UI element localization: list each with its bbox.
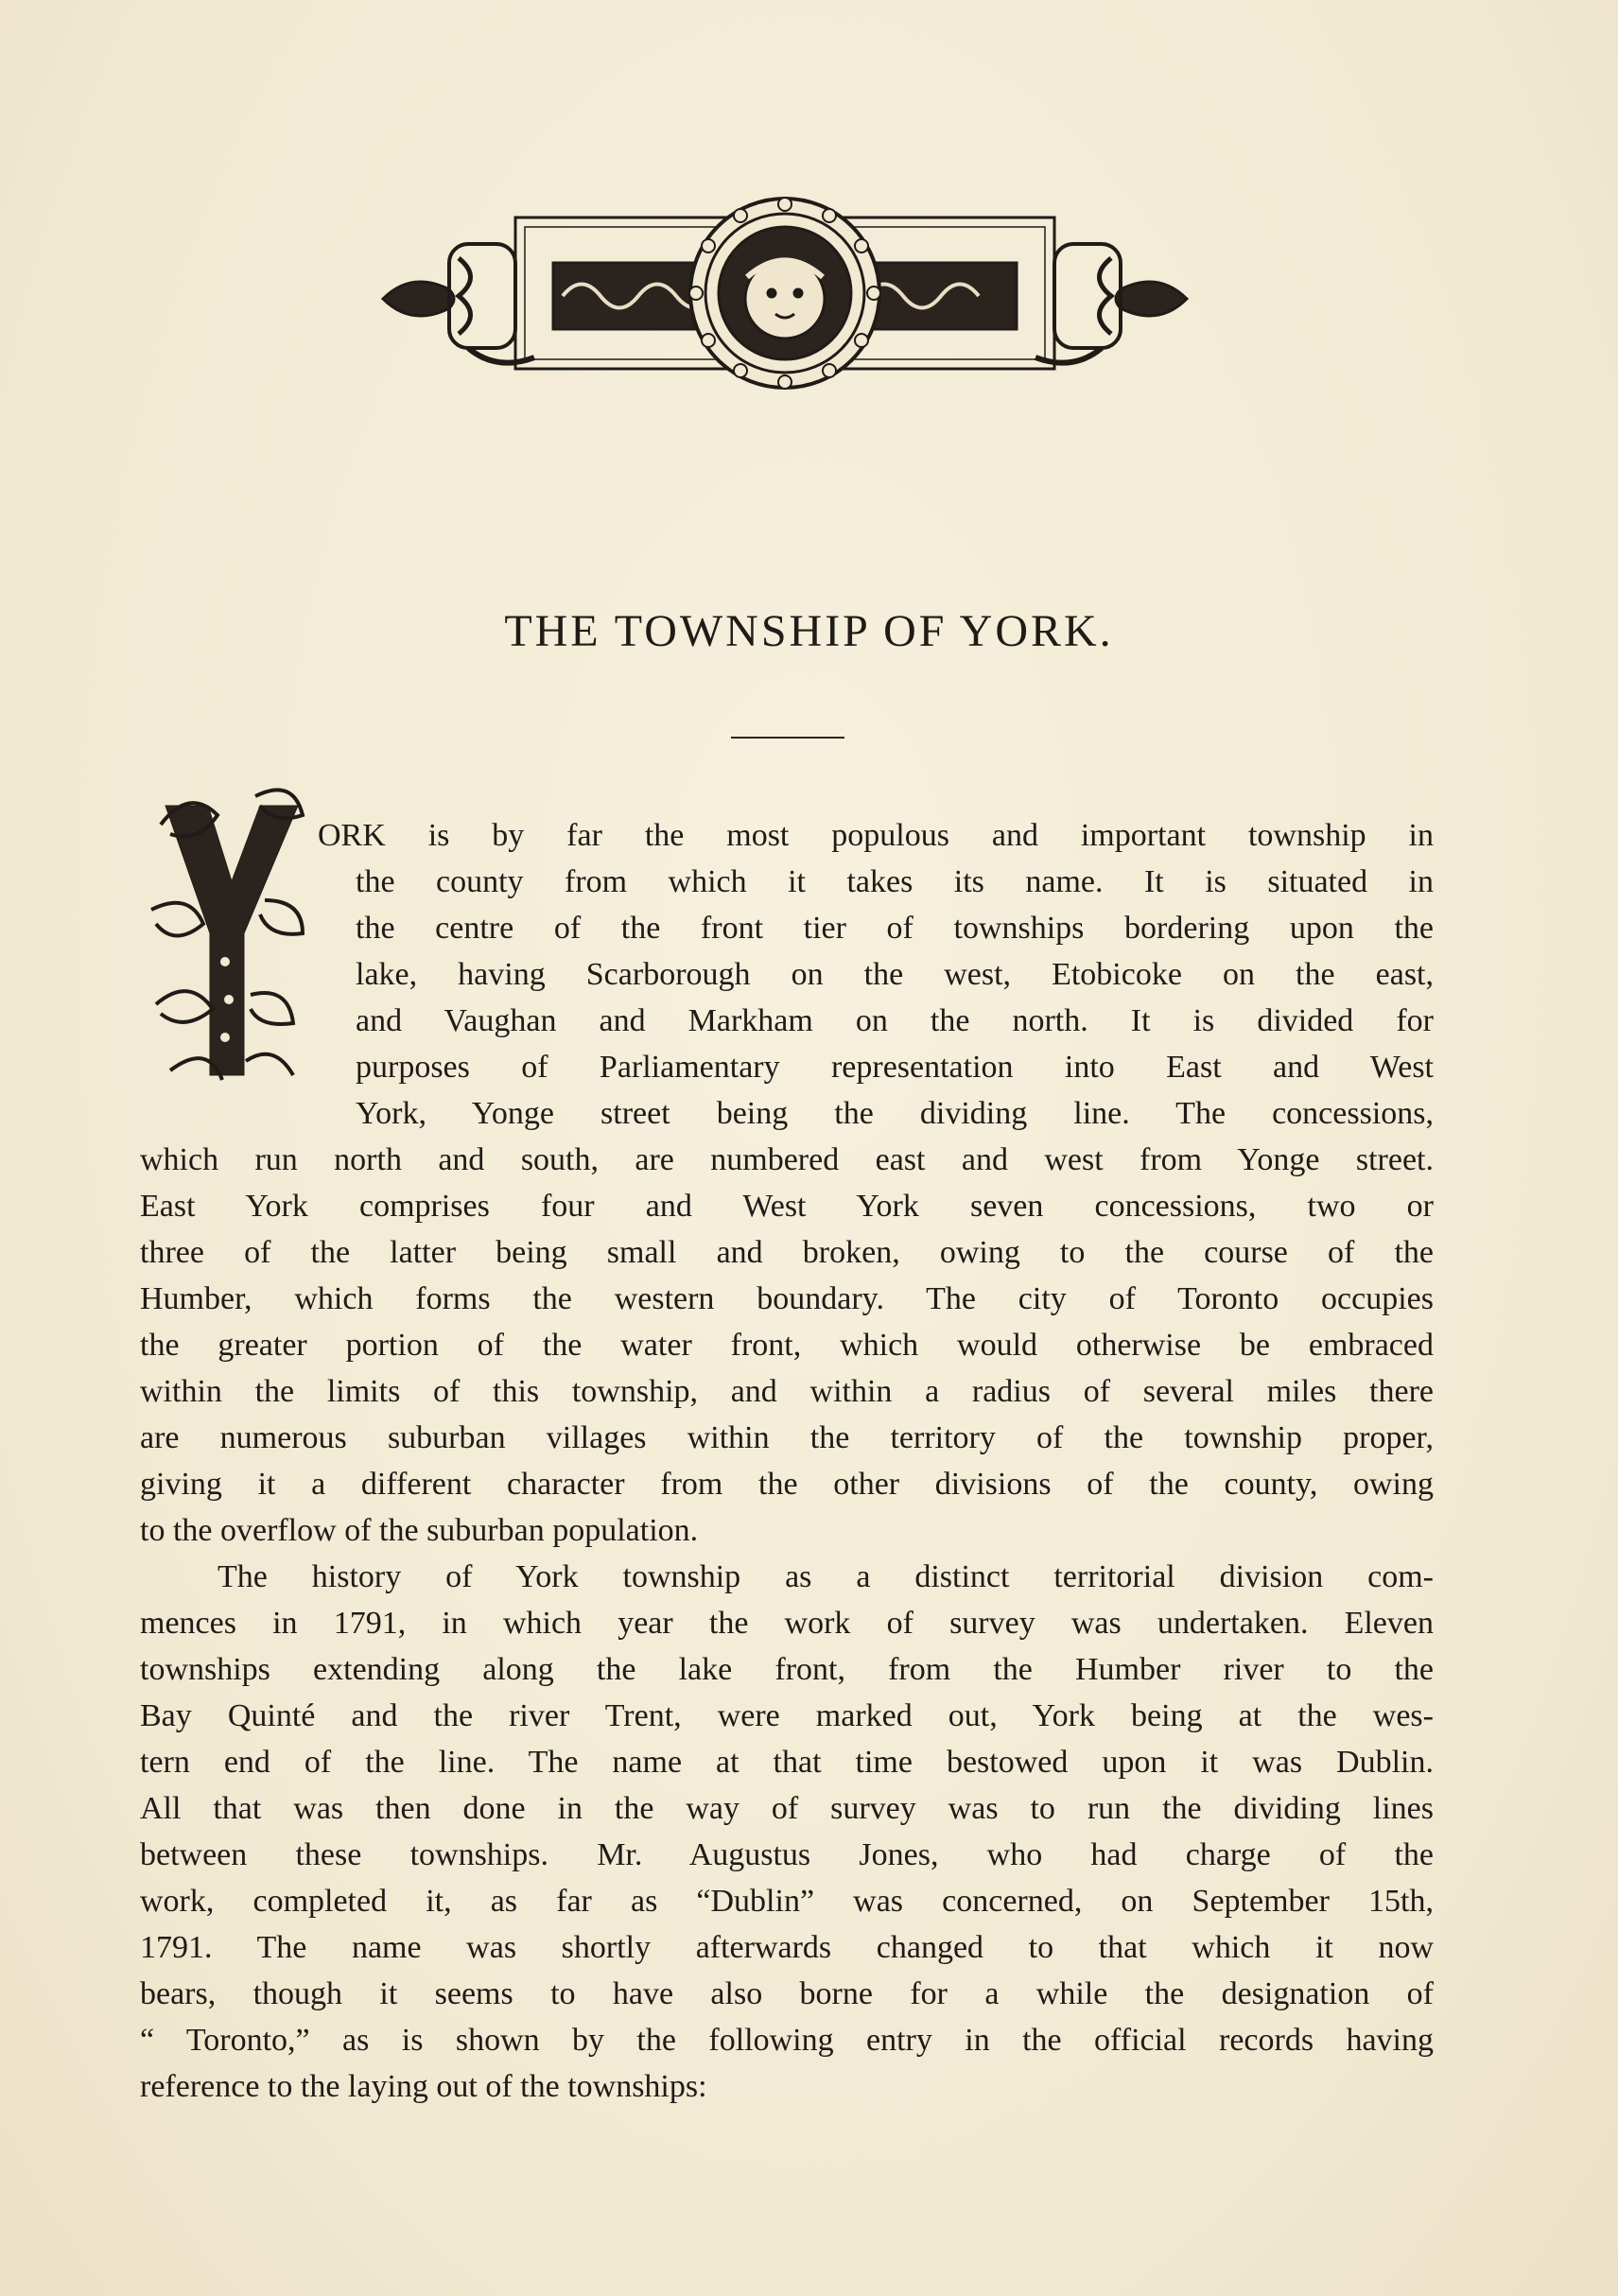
text-line: tern end of the line. The name at that time bestowed upon it was Dublin. [140, 1745, 1434, 1780]
ornamental-headpiece [374, 187, 1196, 397]
text-line: purposes of Parliamentary representation into East and West [356, 1050, 1434, 1085]
text-line: Bay Quinté and the river Trent, were marked out, York being at the wes- [140, 1698, 1434, 1733]
text-line: All that was then done in the way of survey was to run the dividing lines [140, 1791, 1434, 1826]
text-line: between these townships. Mr. Augustus Jones, who had charge of the [140, 1837, 1434, 1872]
text-line: York, Yonge street being the dividing line. The concessions, [356, 1096, 1434, 1131]
text-line: East York comprises four and West York seven concessions, two or [140, 1189, 1434, 1224]
text-line: lake, having Scarborough on the west, Etobicoke on the east, [356, 957, 1434, 992]
text-line: “ Toronto,” as is shown by the following entry in the official records having [140, 2023, 1434, 2058]
text-line: work, completed it, as far as “Dublin” was concerned, on September 15th, [140, 1884, 1434, 1919]
page-title: THE TOWNSHIP OF YORK. [504, 606, 1114, 656]
text-line: and Vaughan and Markham on the north. It is divided for [356, 1003, 1434, 1038]
text-line: are numerous suburban villages within the territory of the township proper, [140, 1420, 1434, 1455]
text-line: the county from which it takes its name. It is situated in [356, 864, 1434, 899]
text-line: bears, though it seems to have also borne for a while the designation of [140, 1976, 1434, 2011]
text-line: townships extending along the lake front, from the Humber river to the [140, 1652, 1434, 1687]
text-line: the greater portion of the water front, which would otherwise be embraced [140, 1328, 1434, 1363]
text-line: ORK is by far the most populous and important township in [318, 818, 1434, 853]
text-line: mences in 1791, in which year the work of survey was undertaken. Eleven [140, 1606, 1434, 1641]
text-line: The history of York township as a distinct territorial division com- [217, 1559, 1434, 1594]
text-line: which run north and south, are numbered east and west from Yonge street. [140, 1142, 1434, 1177]
text-line: Humber, which forms the western boundary. The city of Toronto occupies [140, 1281, 1434, 1316]
text-line: giving it a different character from the other divisions of the county, owing [140, 1467, 1434, 1502]
decorated-initial-y [142, 768, 310, 1101]
text-line: the centre of the front tier of townships bordering upon the [356, 911, 1434, 946]
text-line: to the overflow of the suburban population. [140, 1513, 699, 1548]
text-line: reference to the laying out of the townships: [140, 2069, 707, 2104]
text-line: three of the latter being small and broken, owing to the course of the [140, 1235, 1434, 1270]
text-line: within the limits of this township, and within a radius of several miles there [140, 1374, 1434, 1409]
title-rule [731, 737, 844, 739]
text-line: 1791. The name was shortly afterwards changed to that which it now [140, 1930, 1434, 1965]
